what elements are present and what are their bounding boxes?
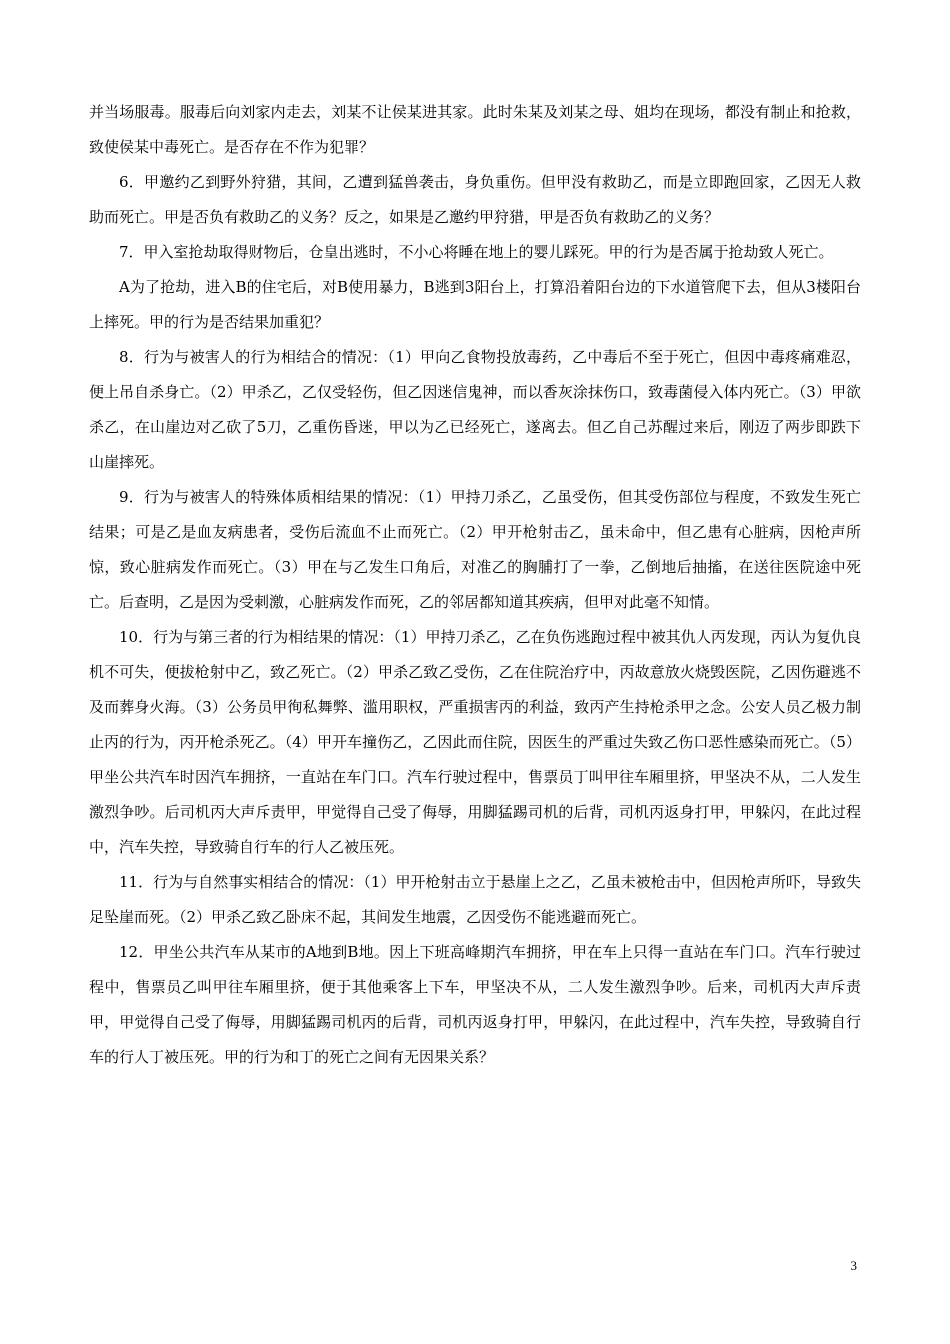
page-number: 3 bbox=[850, 1258, 857, 1273]
paragraph-7-example: A为了抢劫，进入B的住宅后，对B使用暴力，B逃到3阳台上，打算沿着阳台边的下水道管爬下去，但从3楼阳台上摔死。甲的行为是否结果加重犯？ bbox=[89, 278, 861, 331]
paragraph-10: 10．行为与第三者的行为相结果的情况：（1）甲持刀杀乙，乙在负伤逃跑过程中被其仇人丙发现，丙认为复仇良机不可失，便拔枪射中乙，致乙死亡。（2）甲杀乙致乙受伤，乙在住院治疗中，丙故意放火烧毁医院，乙因伤避逃不及而葬身火海。（3）公务员甲徇私舞弊、滥用职权，严重损害丙的利益，致丙产生持枪杀甲之念。公安人员乙极力制止丙的行为，丙开枪杀死乙。（4）甲开车撞伤乙，乙因此而住院，因医生的严重过失致乙伤口恶性感染而死亡。（5）甲坐公共汽车时因汽车拥挤，一直站在车门口。汽车行驶过程中，售票员丁叫甲往车厢里挤，甲坚决不从，二人发生激烈争吵。后司机丙大声斥责甲，甲觉得自己受了侮辱，用脚猛踢司机的后背，司机丙返身打甲，甲躲闪，在此过程中，汽车失控，导致骑自行车的行人乙被压死。 bbox=[89, 628, 861, 856]
paragraph-11: 11．行为与自然事实相结合的情况：（1）甲开枪射击立于悬崖上之乙，乙虽未被枪击中，但因枪声所吓，导致失足坠崖而死。（2）甲杀乙致乙卧床不起，其间发生地震，乙因受伤不能逃避而死亡。 bbox=[89, 873, 861, 926]
paragraph-9: 9．行为与被害人的特殊体质相结果的情况：（1）甲持刀杀乙，乙虽受伤，但其受伤部位与程度，不致发生死亡结果；可是乙是血友病患者，受伤后流血不止而死亡。（2）甲开枪射击乙，虽未命中，但乙患有心脏病，因枪声所惊，致心脏病发作而死亡。（3）甲在与乙发生口角后，对准乙的胸脯打了一拳，乙倒地后抽搐，在送往医院途中死亡。后查明，乙是因为受刺激，心脏病发作而死，乙的邻居都知道其疾病，但甲对此毫不知情。 bbox=[89, 488, 861, 611]
document-body bbox=[89, 95, 861, 1075]
paragraph-12: 12．甲坐公共汽车从某市的A地到B地。因上下班高峰期汽车拥挤，甲在车上只得一直站在车门口。汽车行驶过程中，售票员乙叫甲往车厢里挤，便于其他乘客上下车，甲坚决不从，二人发生激烈争吵。后来，司机丙大声斥责甲，甲觉得自己受了侮辱，用脚猛踢司机丙的后背，司机丙返身打甲，甲躲闪，在此过程中，汽车失控，导致骑自行车的行人丁被压死。甲的行为和丁的死亡之间有无因果关系？ bbox=[89, 943, 861, 1066]
paragraph-continued: 并当场服毒。服毒后向刘家内走去，刘某不让侯某进其家。此时朱某及刘某之母、姐均在现场，都没有制止和抢救，致使侯某中毒死亡。是否存在不作为犯罪？ bbox=[89, 103, 861, 156]
paragraph-8: 8．行为与被害人的行为相结合的情况：（1）甲向乙食物投放毒药，乙中毒后不至于死亡，但因中毒疼痛难忍，便上吊自杀身亡。（2）甲杀乙，乙仅受轻伤，但乙因迷信鬼神，而以香灰涂抹伤口，致毒菌侵入体内死亡。（3）甲欲杀乙，在山崖边对乙砍了5刀，乙重伤昏迷，甲以为乙已经死亡，遂离去。但乙自己苏醒过来后，刚迈了两步即跌下山崖摔死。 bbox=[89, 348, 861, 471]
paragraph-7: 7．甲入室抢劫取得财物后，仓皇出逃时，不小心将睡在地上的婴儿踩死。甲的行为是否属于抢劫致人死亡。 bbox=[119, 243, 834, 261]
paragraph-6: 6．甲邀约乙到野外狩猎，其间，乙遭到猛兽袭击，身负重伤。但甲没有救助乙，而是立即跑回家，乙因无人救助而死亡。甲是否负有救助乙的义务？反之，如果是乙邀约甲狩猎，甲是否负有救助乙的义务？ bbox=[89, 173, 861, 226]
